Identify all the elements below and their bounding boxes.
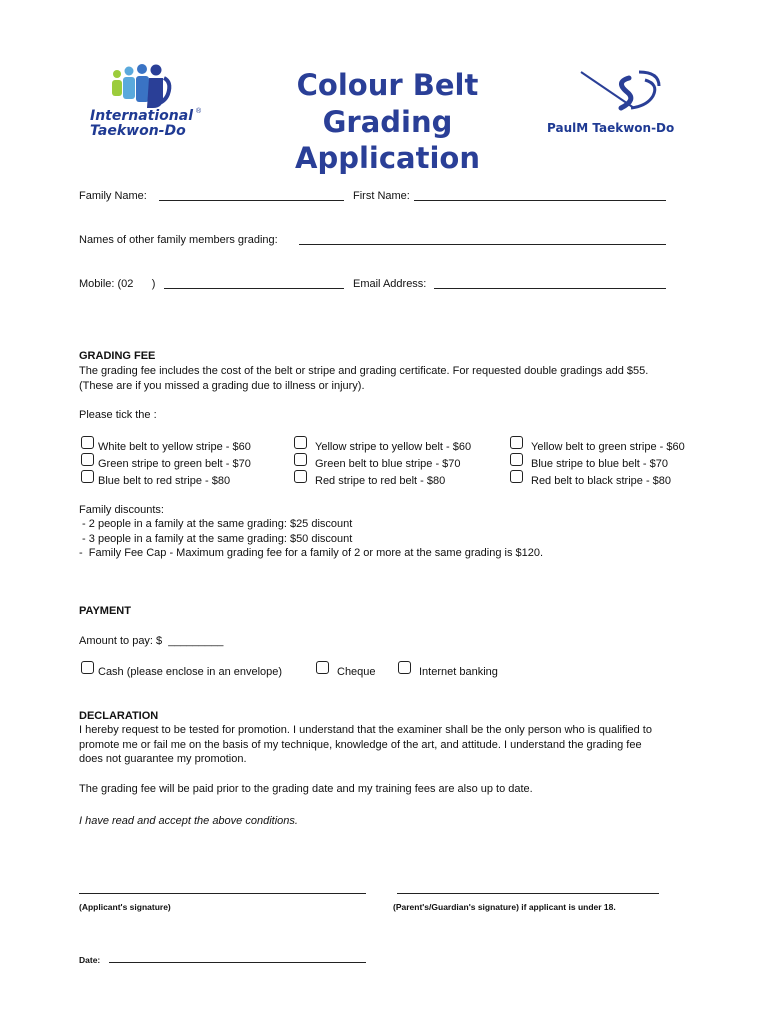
other-members-field[interactable] xyxy=(299,244,666,245)
payment-heading: PAYMENT xyxy=(79,605,131,617)
first-name-label: First Name: xyxy=(353,190,410,202)
page-title-line1: Colour Belt xyxy=(296,68,479,102)
guardian-signature-line[interactable] xyxy=(397,893,659,894)
payment-method-label: Cash (please enclose in an envelope) xyxy=(98,666,283,678)
mobile-label: Mobile: (02 ) xyxy=(79,278,156,290)
option-label: Red belt to black stripe - $80 xyxy=(531,475,672,487)
checkbox-green-stripe-to-green-belt[interactable] xyxy=(81,453,94,466)
tick-prompt: Please tick the : xyxy=(79,409,157,421)
grading-fee-heading: GRADING FEE xyxy=(79,350,156,362)
email-label: Email Address: xyxy=(353,278,427,290)
guardian-signature-label: (Parent's/Guardian's signature) if applicant is under 18. xyxy=(393,902,616,912)
option-label: White belt to yellow stripe - $60 xyxy=(98,441,251,453)
checkbox-blue-stripe-to-blue-belt[interactable] xyxy=(510,453,523,466)
option-label: Red stripe to red belt - $80 xyxy=(315,475,446,487)
amount-to-pay: Amount to pay: $ _________ xyxy=(79,635,224,647)
option-label: Yellow belt to green stripe - $60 xyxy=(531,441,685,453)
checkbox-cash[interactable] xyxy=(81,661,94,674)
payment-method-label: Cheque xyxy=(337,666,376,678)
discount-line: - Family Fee Cap - Maximum grading fee for a family of 2 or more at the same grading is $120. xyxy=(79,547,544,559)
discount-line: - 2 people in a family at the same grading: $25 discount xyxy=(79,518,353,530)
checkbox-green-belt-to-blue-stripe[interactable] xyxy=(294,453,307,466)
discount-line: - 3 people in a family at the same grading: $50 discount xyxy=(79,533,353,545)
itf-logo xyxy=(88,64,204,142)
grading-fee-line2: (These are if you missed a grading due to illness or injury). xyxy=(79,380,365,392)
checkbox-cheque[interactable] xyxy=(316,661,329,674)
logo-left-line1: International xyxy=(90,108,194,124)
declaration-line: I hereby request to be tested for promotion. I understand that the examiner shall be the only person who is qualified to xyxy=(79,724,652,736)
grading-fee-line1: The grading fee includes the cost of the belt or stripe and grading certificate. For requested double gradings add $55. xyxy=(79,365,649,377)
date-field[interactable] xyxy=(109,962,366,963)
itf-figures-icon xyxy=(108,64,178,112)
option-label: Yellow stripe to yellow belt - $60 xyxy=(315,441,472,453)
other-members-label: Names of other family members grading: xyxy=(79,234,278,246)
checkbox-white-to-yellow-stripe[interactable] xyxy=(81,436,94,449)
option-label: Green stripe to green belt - $70 xyxy=(98,458,251,470)
accept-conditions: I have read and accept the above conditions. xyxy=(79,815,298,827)
declaration-line: does not guarantee my promotion. xyxy=(79,753,247,765)
registered-mark: ® xyxy=(196,108,202,115)
logo-right-text: PaulM Taekwon-Do xyxy=(547,121,675,135)
checkbox-red-stripe-to-red-belt[interactable] xyxy=(294,470,307,483)
email-field[interactable] xyxy=(434,288,666,289)
paulm-swoosh-icon xyxy=(579,68,669,118)
declaration-heading: DECLARATION xyxy=(79,710,159,722)
first-name-field[interactable] xyxy=(414,200,666,201)
fee-note: The grading fee will be paid prior to the grading date and my training fees are also up to date. xyxy=(79,783,533,795)
discounts-heading: Family discounts: xyxy=(79,504,164,516)
mobile-field[interactable] xyxy=(164,288,344,289)
checkbox-yellow-stripe-to-yellow-belt[interactable] xyxy=(294,436,307,449)
family-name-field[interactable] xyxy=(159,200,344,201)
checkbox-yellow-belt-to-green-stripe[interactable] xyxy=(510,436,523,449)
date-label: Date: xyxy=(79,955,101,965)
applicant-signature-label: (Applicant's signature) xyxy=(79,902,171,912)
option-label: Blue belt to red stripe - $80 xyxy=(98,475,231,487)
option-label: Green belt to blue stripe - $70 xyxy=(315,458,461,470)
paulm-logo xyxy=(547,68,685,140)
applicant-signature-line[interactable] xyxy=(79,893,366,894)
payment-method-label: Internet banking xyxy=(419,666,498,678)
family-name-label: Family Name: xyxy=(79,190,147,202)
checkbox-red-belt-to-black-stripe[interactable] xyxy=(510,470,523,483)
logo-left-line2: Taekwon-Do xyxy=(90,123,186,139)
declaration-line: promote me or fail me on the basis of my technique, knowledge of the art, and attitude. I understand the grading fee xyxy=(79,739,642,751)
checkbox-internet-banking[interactable] xyxy=(398,661,411,674)
page-title-line2: Grading Application xyxy=(295,105,480,175)
checkbox-blue-belt-to-red-stripe[interactable] xyxy=(81,470,94,483)
option-label: Blue stripe to blue belt - $70 xyxy=(531,458,668,470)
